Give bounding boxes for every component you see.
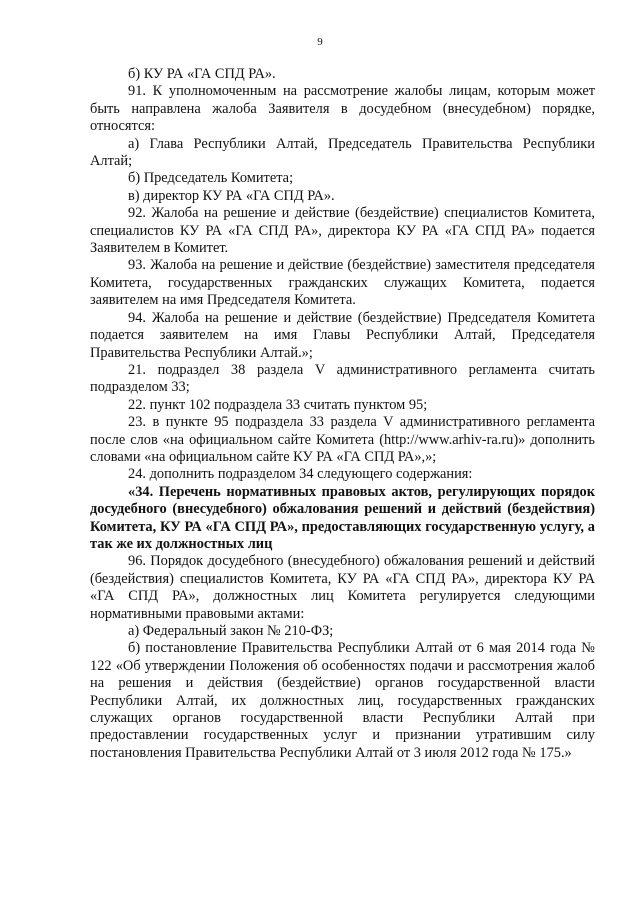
paragraph-92: 92. Жалоба на решение и действие (бездействие) специалистов Комитета, специалистов КУ РА «ГА СПД РА», директора КУ РА «ГА СПД РА» подается Заявителем в Комитет. xyxy=(90,205,595,257)
document-body xyxy=(90,66,595,762)
paragraph-91: 91. К уполномоченным на рассмотрение жалобы лицам, которым может быть направлена жалоба Заявителя в досудебном (внесудебном) порядке, относятся: xyxy=(90,83,595,135)
section-heading-34: «34. Перечень нормативных правовых актов, регулирующих порядок досудебного (внесудебного) обжалования решений и действий (бездействия) Комитета, КУ РА «ГА СПД РА», предоставляющих государственную услугу, а так же их должностных лиц xyxy=(90,483,595,552)
paragraph-subitem-a: а) Глава Республики Алтай, Председатель Правительства Республики Алтай; xyxy=(90,135,595,170)
paragraph-law-b: б) постановление Правительства Республики Алтай от 6 мая 2014 года № 122 «Об утверждении Положения об особенностях подачи и рассмотрения жалоб на решения и действия (бездействие) органов государственной власти Республики Алтай, их должностных лиц, государственных гражданских служащих органов государственной власти Республики Алтай при предоставлении государственных услуг и признании утратившим силу постановления Правительства Республики Алтай от 3 июля 2012 года № 175.» xyxy=(90,640,595,761)
paragraph-item-21: 21. подраздел 38 раздела V административного регламента считать подразделом 33; xyxy=(90,361,595,396)
paragraph-subitem-b: б) Председатель Комитета; xyxy=(128,170,294,187)
paragraph-subitem-b-director: б) КУ РА «ГА СПД РА». xyxy=(128,66,276,82)
paragraph-item-23: 23. в пункте 95 подраздела 33 раздела V административного регламента после слов «на официальном сайте Комитета (http://www.arhiv-ra.ru)» дополнить словами «на официальном сайте КУ РА «ГА СПД РА»,»; xyxy=(90,414,595,465)
paragraph-law-a: а) Федеральный закон № 210-ФЗ; xyxy=(128,623,334,639)
page-number: 9 xyxy=(317,36,323,48)
paragraph-93: 93. Жалоба на решение и действие (бездействие) заместителя председателя Комитета, государственных гражданских служащих Комитета, подается заявителем на имя Председателя Комитета. xyxy=(90,257,595,309)
paragraph-item-24: 24. дополнить подразделом 34 следующего содержания: xyxy=(128,466,473,483)
paragraph-subitem-v: в) директор КУ РА «ГА СПД РА». xyxy=(128,187,335,204)
paragraph-94: 94. Жалоба на решение и действие (бездействие) Председателя Комитета подается заявителем на имя Главы Республики Алтай, Председателя Правительства Республики Алтай.»; xyxy=(90,309,595,361)
paragraph-96: 96. Порядок досудебного (внесудебного) обжалования решений и действий (бездействия) специалистов Комитета, КУ РА «ГА СПД РА», директора КУ РА «ГА СПД РА», должностных лиц Комитета регулируется следующими нормативными правовыми актами: xyxy=(90,553,595,622)
paragraph-item-22: 22. пункт 102 подраздела 33 считать пунктом 95; xyxy=(128,396,428,413)
